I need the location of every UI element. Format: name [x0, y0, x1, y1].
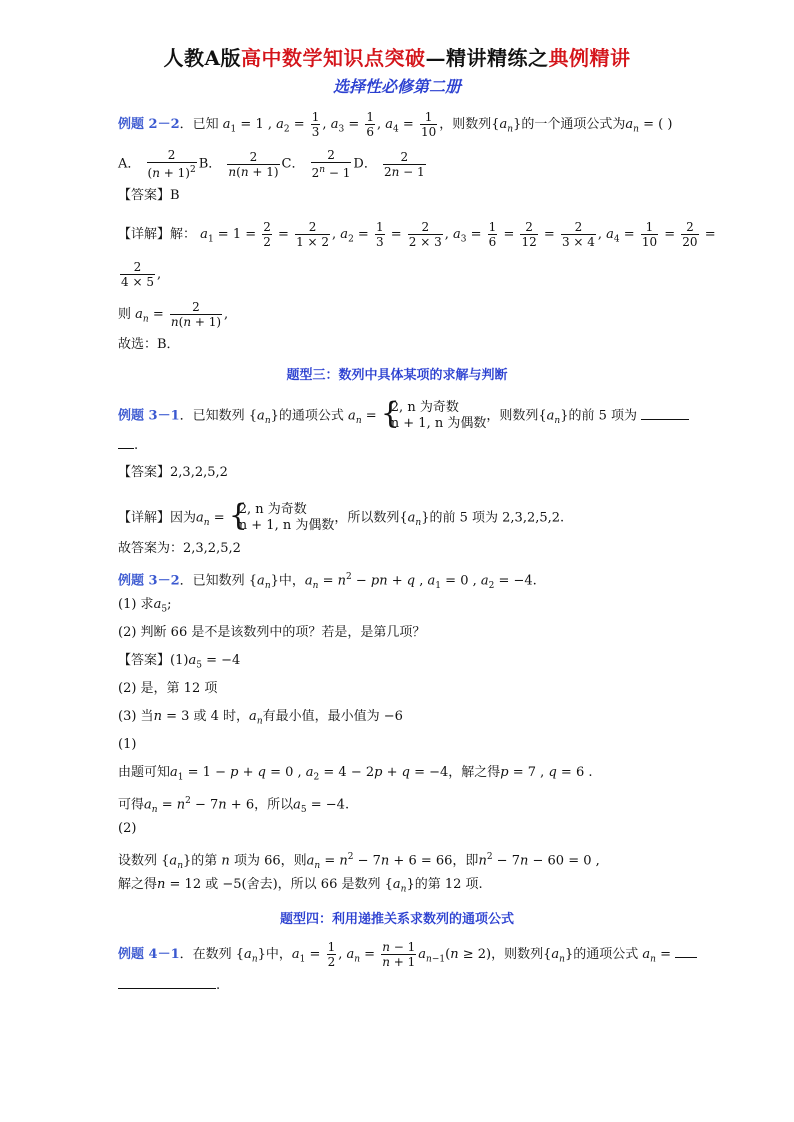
ex32-solve-1: 由题可知$a_1 = 1 - p + q = 0$ , $a_2 = 4 - 2p + q = -4$，解之得p = 7 , q = 6 .	[118, 765, 593, 783]
answer-part-3: (3) 当	[118, 709, 154, 724]
ex32-answer-2: (2) 是，第 12 项	[118, 681, 218, 696]
detail-b: ，所以数列	[334, 510, 400, 526]
ex31-stem: 例题 3－1．已知数列 $\{a_n\}$的通项公式 $a_n$ = { 2, n 为奇数 n + 1, n 为偶数 ，则数列$\{a_n\}$的前 5 项为	[118, 400, 689, 432]
ex32-part2-heading: (2)	[118, 821, 137, 836]
ex22-answer	[118, 187, 180, 205]
page-title	[0, 42, 794, 71]
ex32-q2: (2) 判断 66 是不是该数列中的项？若是，是第几项？	[118, 625, 426, 640]
answer-value: B	[170, 188, 180, 203]
solve-3a: 设数列	[118, 853, 158, 869]
title-prefix: 人教A版	[163, 46, 242, 70]
ex32-stem: 例题 3－2．已知数列 $\{a_n\}$中，$a_n = n^2$ − pn + q , $a_1 = 0$ , $a_2 = -4$.	[118, 572, 537, 591]
ex31-stem-c: ，则数列	[486, 408, 539, 424]
solve-1a: 由题可知	[118, 765, 171, 780]
ex32-answer-3: (3) 当n = 3 或 4 时，$a_n$有最小值，最小值为 −6	[118, 709, 403, 727]
detail-a: 因为	[170, 510, 197, 526]
solve-3c: 项为 66，则	[233, 853, 307, 869]
piecewise-case: { 2, n 为奇数 n + 1, n 为偶数	[380, 396, 487, 431]
ex32-solve-2: 可得$a_n = n^2 - 7n + 6$，所以$a_5 = -4$.	[118, 796, 350, 815]
title-red-part2: 典例精讲	[548, 46, 631, 70]
case-odd: 2, n 为奇数	[390, 400, 459, 415]
ex22-stem-b: ，则数列	[439, 117, 492, 132]
ex41-label: 例题 4－1	[118, 947, 180, 962]
fill-blank[interactable]	[641, 407, 689, 420]
ex32-solve-4: 解之得n = 12 或 −5(舍去)，所以 66 是数列 $\{a_n\}$的第 12 项.	[118, 877, 483, 895]
ex31-answer	[118, 464, 228, 482]
solve-4c: 的第 12 项.	[414, 877, 483, 892]
ex22-paren: ( )	[658, 117, 673, 132]
ex22-label: 例题 2－2	[118, 117, 180, 132]
ex41-blank-continue: .	[118, 976, 220, 995]
ex31-label: 例题 3－1	[118, 408, 180, 424]
ex32-label: 例题 3－2	[118, 573, 180, 589]
question-1: (1) 求	[118, 597, 154, 612]
section-4-title: 题型四：利用递推关系求数列的通项公式	[279, 912, 514, 927]
option-b-label: B．	[198, 156, 222, 172]
case-even: n + 1, n 为偶数	[390, 416, 487, 431]
solve-4a: 解之得	[118, 877, 158, 892]
detail-label: 【详解】	[118, 510, 171, 526]
ex31-final: 故答案为：2,3,2,5,2	[118, 541, 241, 556]
ex32-part1-heading: (1)	[118, 737, 137, 752]
section-3-title: 题型三：数列中具体某项的求解与判断	[286, 368, 508, 383]
ex32-answer: 【答案】$(1)a_5 = -4$	[118, 653, 241, 671]
ex41-stem-d: 的通项公式	[573, 947, 639, 962]
ex32-solve-3: 设数列 $\{a_n\}$的第 n 项为 66，则$a_n = n^2 - 7n + 6 = 66$，即$n^2 - 7n - 60 = 0$ ,	[118, 852, 600, 871]
ex22-detail-line1: 【详解】解： $a_1 = 1$ = $\frac{2}{2}$ = $\frac{2}{1 \times 2}$ , $a_2$ = $\frac{1}{3}$ = $\frac{2}{2 \times 3}$ , $a_3$ = $\frac{1}{6}$ = $\frac{2}{12}$ = $\frac{2}{3 \times 4}$ , $a_4$ = $\frac{1}{10}$ = $\frac{2}{20}$ =	[118, 220, 716, 249]
solve-4b: 或 −5(舍去)，所以 66 是数列	[205, 877, 381, 892]
ex32-stem-b: 中，	[278, 573, 305, 589]
ex31-stem-a: ．已知数列	[179, 408, 245, 424]
fill-blank-continued[interactable]	[118, 436, 134, 449]
solve-1b: ，解之得	[448, 765, 501, 780]
ex22-then: 则 $a_n$ = $\frac{2}{n(n + 1)}$ ,	[118, 300, 229, 329]
ex32-stem-a: ．已知数列	[179, 573, 245, 589]
answer-part-3-tail: 有最小值，最小值为 −6	[262, 709, 403, 724]
detail-label: 【详解】	[118, 227, 171, 242]
ex22-stem: 例题 2－2．已知 $a_1 = 1$ , $a_2$ = $\frac{1}{3}$ , $a_3$ = $\frac{1}{6}$ , $a_4$ = $\frac{1}{10}$ ，则数列$\{a_n\}$的一个通项公式为$a_n$ = ( )	[118, 110, 673, 139]
title-red-part1: 高中数学知识点突破	[241, 46, 426, 70]
solve-3b: 的第	[191, 853, 218, 869]
ex41-stem-a: ．在数列	[179, 947, 232, 962]
detail-c: 的前 5 项为 2,3,2,5,2.	[429, 510, 565, 526]
ex22-stem-c: 的一个通项公式为	[521, 117, 626, 132]
ex31-stem-d: 的前 5 项为	[568, 408, 638, 424]
piecewise-case-detail: { 2, n 为奇数 n + 1, n 为偶数	[228, 498, 335, 533]
ex22-choose: 故选：B．	[118, 337, 180, 352]
answer-label: 【答案】	[118, 653, 171, 668]
case-odd: 2, n 为奇数	[238, 502, 307, 517]
answer-value: 2,3,2,5,2	[170, 465, 228, 480]
solve-2b: ，所以	[254, 797, 294, 813]
ex31-detail: 【详解】因为$a_n$ = { 2, n 为奇数 n + 1, n 为偶数 ，所以数列$\{a_n\}$的前 5 项为 2,3,2,5,2.	[118, 498, 565, 533]
ex32-q1: (1) 求$a_5$;	[118, 597, 172, 615]
title-mid: —精讲精练之	[425, 46, 549, 70]
ex41-stem: 例题 4－1．在数列 $\{a_n\}$中，$a_1$ = $\frac{1}{2}$ , $a_n$ = $\frac{n - 1}{n + 1}$ $a_{n-1}(n \ge 2)$，则数列$\{a_n\}$的通项公式 $a_n$ =	[118, 940, 697, 969]
case-even: n + 1, n 为偶数	[238, 518, 335, 533]
then-word: 则	[118, 307, 132, 322]
ex22-stem-a: ．已知	[179, 117, 219, 132]
answer-label: 【答案】	[118, 188, 171, 203]
option-c-label: C．	[281, 156, 305, 172]
ex41-stem-c: ，则数列	[491, 947, 544, 962]
option-a-label: A．	[118, 156, 141, 172]
ex41-stem-b: 中，	[265, 947, 292, 962]
fill-blank-continued[interactable]	[118, 976, 216, 989]
ex31-blank-continue: .	[118, 436, 138, 455]
ex22-detail-line2: $\frac{2}{4 \times 5}$ ,	[121, 260, 162, 289]
ex31-stem-b: 的通项公式	[278, 408, 344, 424]
solve-3d: ，即	[452, 853, 479, 869]
detail-intro: 解：	[170, 227, 197, 242]
ex22-options: A． $\frac{2}{(n + 1)^2}$ B． $\frac{2}{n(n + 1)}$ C． $\frac{2}{2^n - 1}$ D． $\frac{2}{2n - 1}$	[118, 148, 425, 180]
option-d-label: D．	[353, 156, 377, 172]
solve-2a: 可得	[118, 797, 145, 813]
answer-label: 【答案】	[118, 465, 171, 480]
page-subtitle: 选择性必修第二册	[332, 77, 461, 96]
answer-part-1: (1)	[170, 653, 189, 668]
fill-blank[interactable]	[675, 945, 697, 958]
